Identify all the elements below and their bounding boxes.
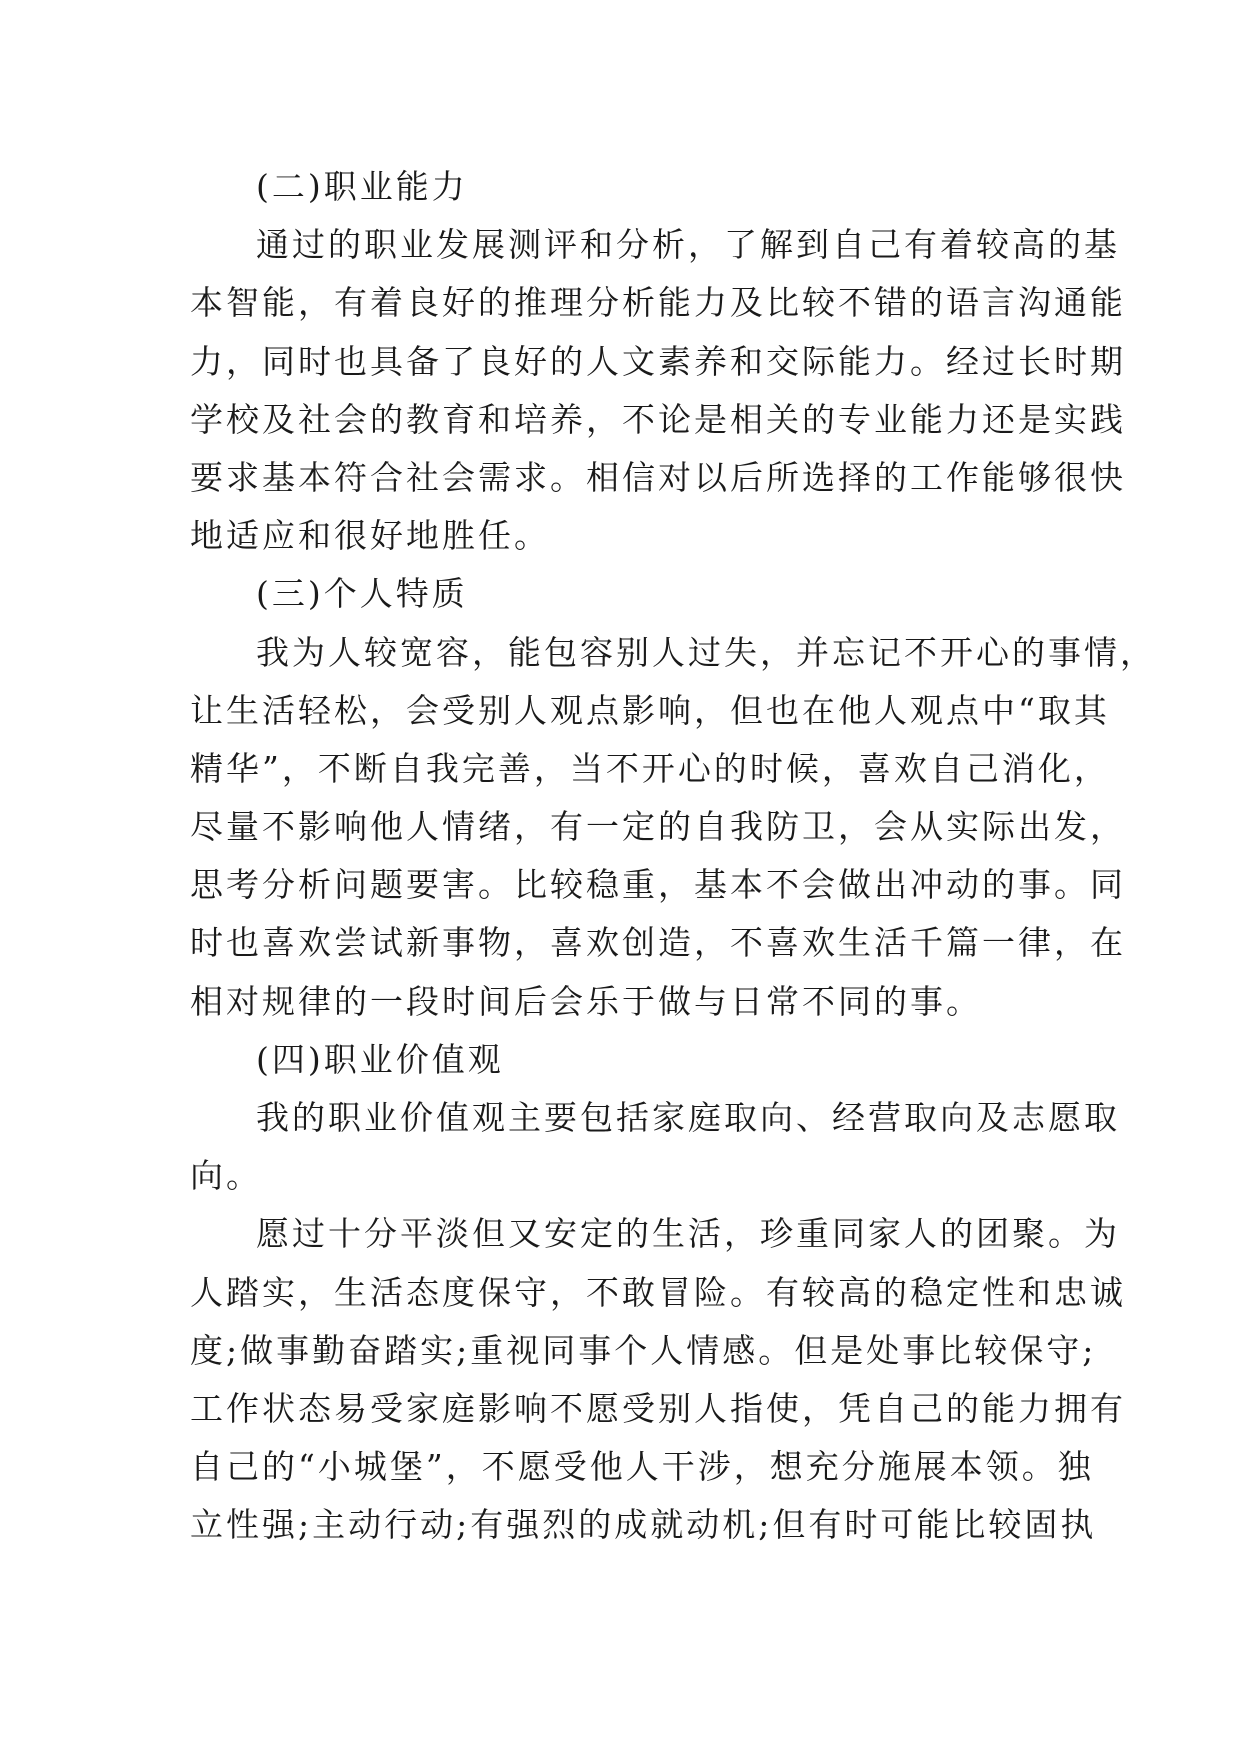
paragraph-line: 要求基本符合社会需求。相信对以后所选择的工作能够很快 — [190, 457, 1126, 497]
paragraph-line: 精华”，不断自我完善，当不开心的时候，喜欢自己消化， — [190, 748, 1110, 788]
paragraph-line: 时也喜欢尝试新事物，喜欢创造，不喜欢生活千篇一律，在 — [190, 923, 1126, 963]
paragraph-line: 立性强;主动行动;有强烈的成就动机;但有时可能比较固执 — [190, 1505, 1097, 1545]
section-heading-2: (二)职业能力 — [256, 167, 468, 206]
paragraph-line: 力，同时也具备了良好的人文素养和交际能力。经过长时期 — [190, 341, 1126, 381]
paragraph-line: 向。 — [190, 1156, 262, 1196]
paragraph-line: 地适应和很好地胜任。 — [190, 516, 550, 556]
paragraph-line: 愿过十分平淡但又安定的生活，珍重同家人的团聚。为 — [256, 1214, 1120, 1254]
paragraph-line: 让生活轻松，会受别人观点影响，但也在他人观点中“取其 — [190, 690, 1110, 730]
paragraph-line: 本智能，有着良好的推理分析能力及比较不错的语言沟通能 — [190, 283, 1126, 323]
paragraph-line: 工作状态易受家庭影响不愿受别人指使，凭自己的能力拥有 — [190, 1388, 1126, 1428]
paragraph-line: 学校及社会的教育和培养，不论是相关的专业能力还是实践 — [190, 399, 1126, 439]
paragraph-line: 自己的“小城堡”，不愿受他人干涉，想充分施展本领。独 — [190, 1447, 1094, 1487]
paragraph-line: 思考分析问题要害。比较稳重，基本不会做出冲动的事。同 — [190, 865, 1126, 905]
paragraph-line: 我为人较宽容，能包容别人过失，并忘记不开心的事情， — [256, 632, 1156, 672]
section-heading-3: (三)个人特质 — [256, 574, 468, 614]
paragraph-line: 相对规律的一段时间后会乐于做与日常不同的事。 — [190, 981, 982, 1021]
paragraph-line: 通过的职业发展测评和分析，了解到自己有着较高的基 — [256, 225, 1120, 265]
paragraph-line: 人踏实，生活态度保守，不敢冒险。有较高的稳定性和忠诚 — [190, 1272, 1126, 1312]
paragraph-line: 尽量不影响他人情绪，有一定的自我防卫，会从实际出发， — [190, 807, 1126, 847]
paragraph-line: 我的职业价值观主要包括家庭取向、经营取向及志愿取 — [256, 1098, 1120, 1137]
section-heading-4: (四)职业价值观 — [256, 1039, 504, 1079]
paragraph-line: 度;做事勤奋踏实;重视同事个人情感。但是处事比较保守; — [190, 1330, 1097, 1370]
document-body — [190, 158, 1156, 1555]
